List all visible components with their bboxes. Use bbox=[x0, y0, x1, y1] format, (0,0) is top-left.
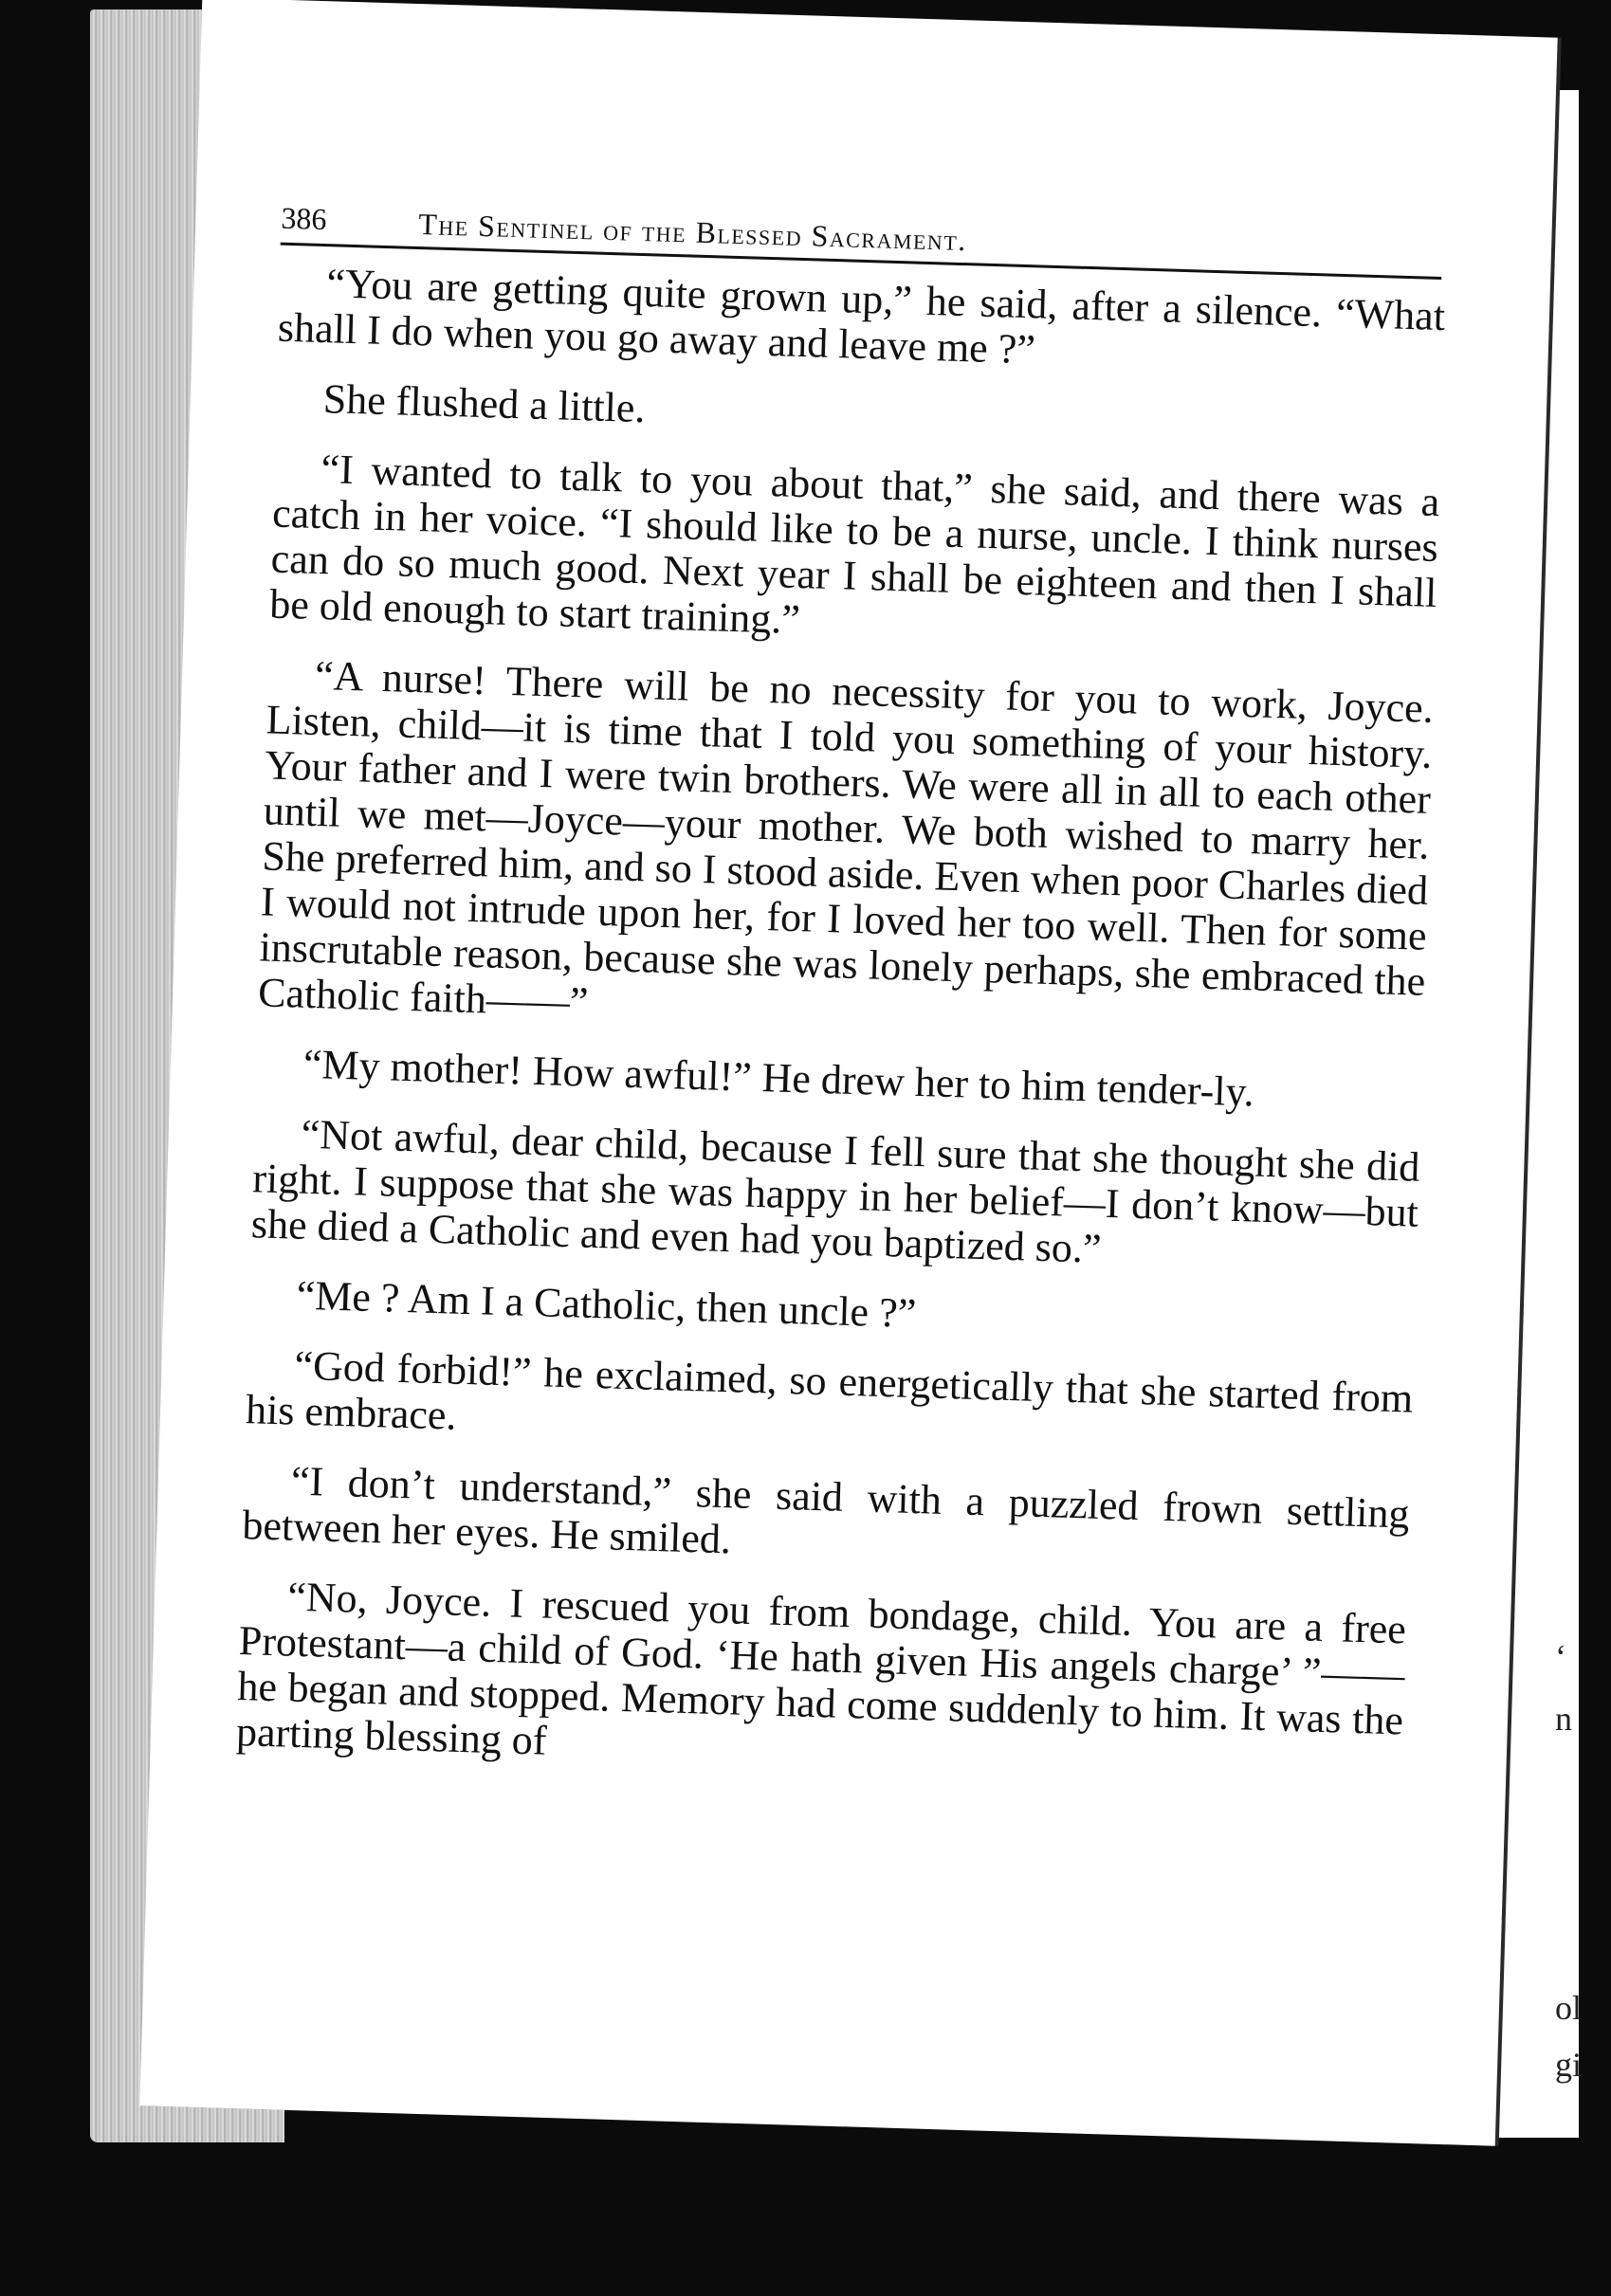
paragraph: “Me ? Am I a Catholic, then uncle ?” bbox=[296, 1271, 917, 1338]
page-number: 386 bbox=[280, 200, 328, 237]
paragraph: “Not awful, dear child, because I fell sure that she thought she did right. I suppose that she was happy in her belief—I don’t know—but she died a Catholic and even had you baptized so.” bbox=[250, 1110, 1421, 1272]
running-head: The Sentinel of the Blessed Sacrament. bbox=[417, 206, 968, 258]
paragraph: “God forbid!” he exclaimed, so energetically that she started from his embrace. bbox=[245, 1341, 1414, 1439]
paragraph: “I don’t understand,” she said with a puzzled frown settling between her eyes. He smiled. bbox=[241, 1457, 1411, 1563]
paragraph: “A nurse! There will be no necessity for you to work, Joyce. Listen, child—it is time that I told you something of your history. Your father and I were twin brothers. We were all in all to each other until we met—Joyce—your mother. We both wished to marry her. She preferred him, and so I stood aside. Even when poor Charles died I would not intrude upon her, for I loved her too well. Then for some inscrutable reason, because she was lonely perhaps, she embraced the Catholic faith——” bbox=[257, 651, 1435, 1026]
facing-page-fragment: ol bbox=[1555, 1989, 1583, 2027]
paragraph: “No, Joyce. I rescued you from bondage, child. You are a free Protestant—a child of God. ‘He hath given His angels charge’ ”—— he began and stopped. Memory had come suddenly to him. It was the parting blessing of bbox=[235, 1573, 1407, 1764]
facing-page-fragment: gi bbox=[1555, 2046, 1583, 2084]
paragraph: She flushed a little. bbox=[322, 375, 647, 432]
paragraph: “I wanted to talk to you about that,” she said, and there was a catch in her voice. “I should like to be a nurse, uncle. I think nurses can do so much good. Next year I shall be eighteen and then I shall be old enough to start training.” bbox=[268, 446, 1440, 644]
body-text bbox=[235, 260, 1446, 1814]
paragraph: “You are getting quite grown up,” he said, after a silence. “What shall I do when you go away and leave me ?” bbox=[277, 260, 1446, 374]
facing-page-fragment: n bbox=[1555, 1700, 1572, 1738]
paragraph: “My mother! How awful!” He drew her to him tender-ly. bbox=[302, 1040, 1255, 1116]
facing-page-fragment: ‘ bbox=[1555, 1638, 1566, 1676]
